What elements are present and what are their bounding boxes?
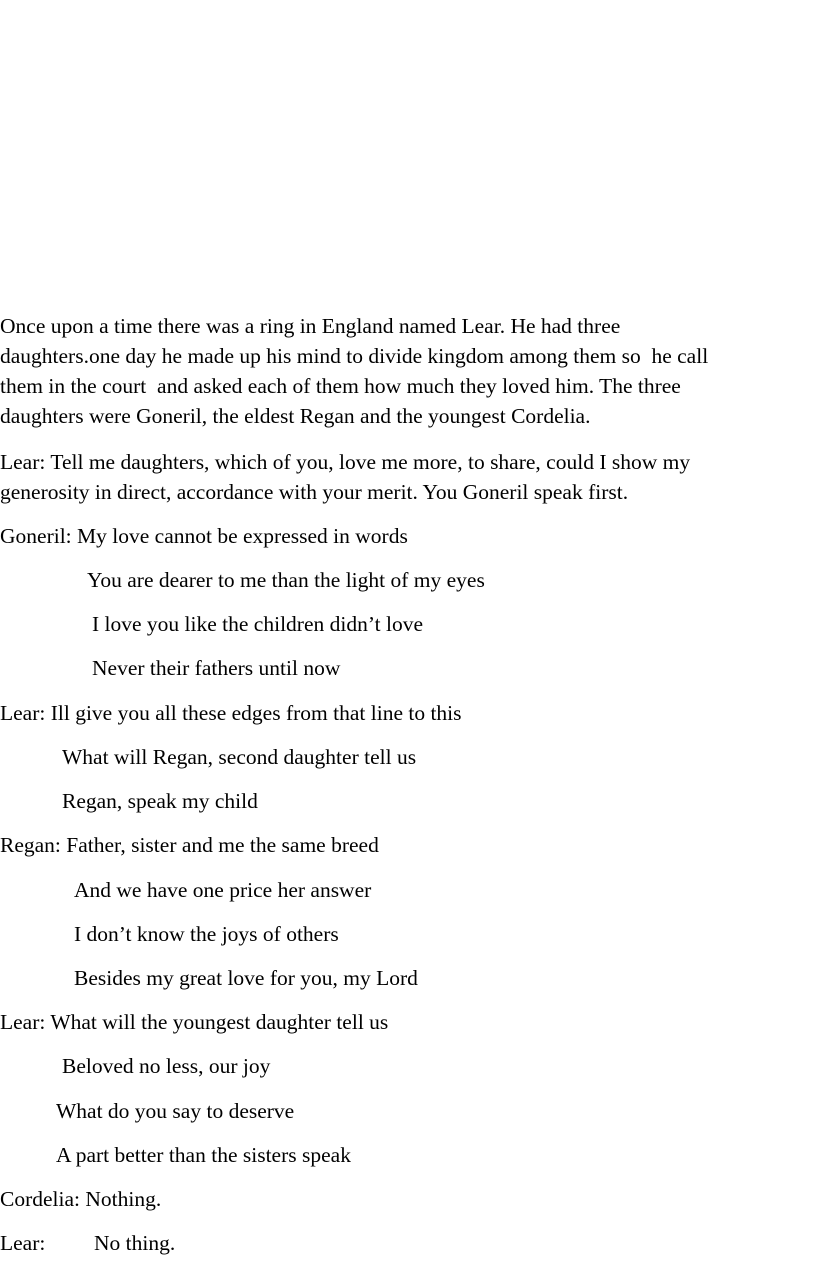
regan-line-1: Regan: Father, sister and me the same breed — [0, 833, 379, 857]
lear-speech-2-line-3: Regan, speak my child — [62, 789, 258, 813]
intro-line-3: them in the court and asked each of them how much they loved him. The three — [0, 374, 681, 398]
lear-speech-2-line-2: What will Regan, second daughter tell us — [62, 745, 417, 769]
goneril-line-4: Never their fathers until now — [92, 656, 341, 680]
regan-line-4: Besides my great love for you, my Lord — [74, 966, 418, 990]
goneril-line-3: I love you like the children didn’t love — [92, 612, 423, 636]
lear-speech-3-line-2: Beloved no less, our joy — [62, 1054, 271, 1078]
intro-line-2: daughters.one day he made up his mind to divide kingdom among them so he call — [0, 344, 709, 368]
lear-speech-3-line-1: Lear: What will the youngest daughter tell us — [0, 1010, 389, 1034]
regan-line-3: I don’t know the joys of others — [74, 922, 339, 946]
intro-line-4: daughters were Goneril, the eldest Regan and the youngest Cordelia. — [0, 404, 591, 428]
cordelia-reply: Cordelia: Nothing. — [0, 1187, 162, 1211]
intro-line-1: Once upon a time there was a ring in England named Lear. He had three — [0, 314, 621, 338]
goneril-line-2: You are dearer to me than the light of my eyes — [87, 568, 485, 592]
regan-line-2: And we have one price her answer — [74, 878, 372, 902]
lear-speech-1-line-2: generosity in direct, accordance with your merit. You Goneril speak first. — [0, 480, 629, 504]
lear-final-speaker: Lear: — [0, 1231, 46, 1255]
lear-speech-3-line-3: What do you say to deserve — [56, 1099, 295, 1123]
goneril-line-1: Goneril: My love cannot be expressed in words — [0, 524, 408, 548]
lear-speech-1-line-1: Lear: Tell me daughters, which of you, love me more, to share, could I show my — [0, 450, 691, 474]
lear-speech-2-line-1: Lear: Ill give you all these edges from that line to this — [0, 701, 462, 725]
lear-final-text: No thing. — [94, 1231, 176, 1255]
lear-speech-3-line-4: A part better than the sisters speak — [56, 1143, 351, 1167]
